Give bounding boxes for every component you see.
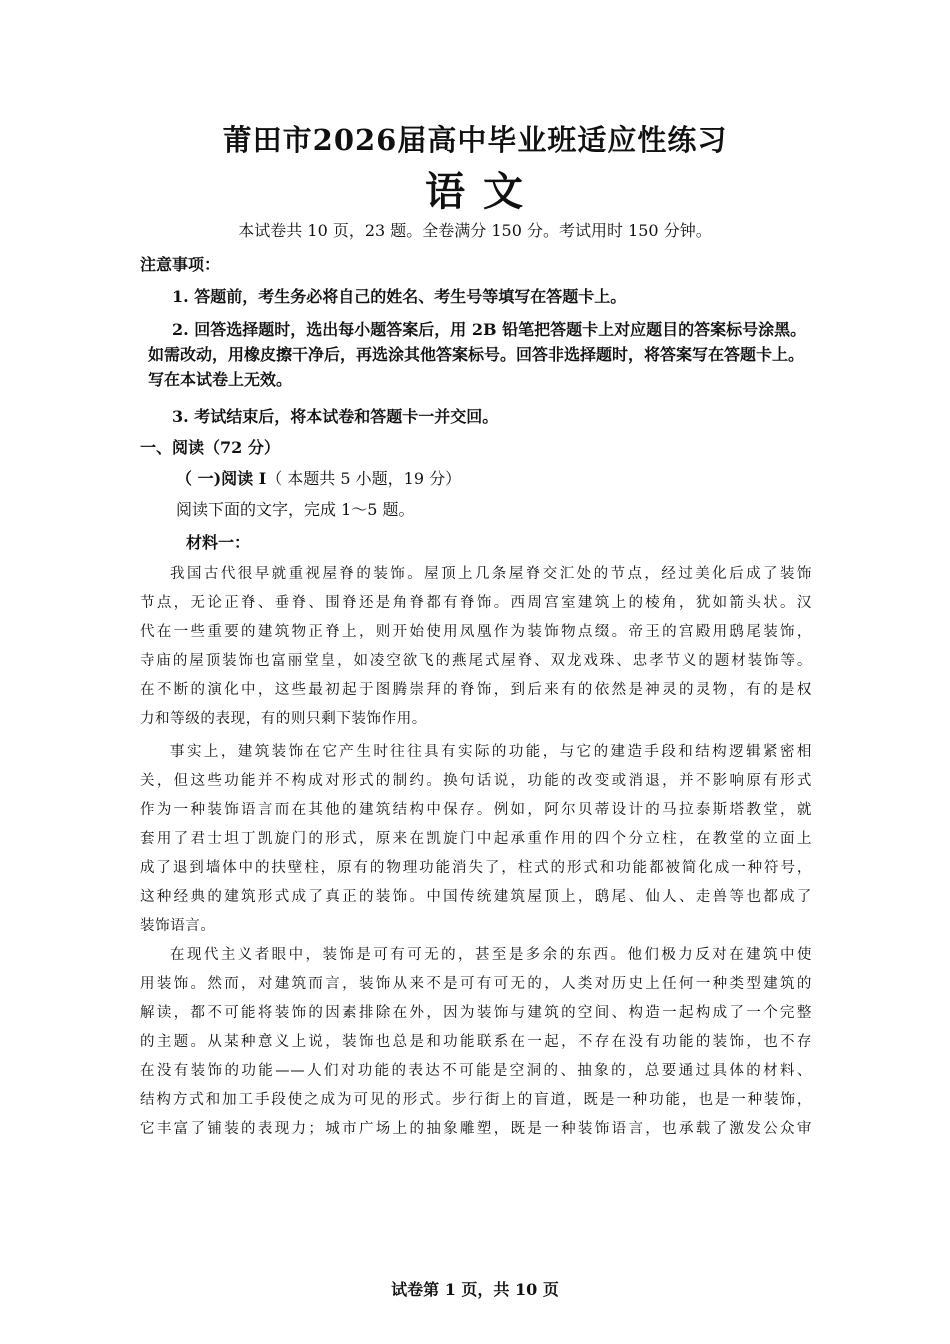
instruction-text: 阅读下面的文字，完成 1～5 题。 bbox=[176, 500, 415, 519]
passage-line: 关，但这些功能并不构成对形式的制约。换句话说，功能的改变或消退，并不影响原有形式 bbox=[140, 773, 812, 789]
passage-line: 它丰富了铺装的表现力；城市广场上的抽象雕塑，既是一种装饰语言，也承载了激发公众审 bbox=[140, 1121, 812, 1137]
subsection-name: （ 一)阅读 I bbox=[176, 469, 267, 488]
passage-line: 我国古代很早就重视屋脊的装饰。屋顶上几条屋脊交汇处的节点，经过美化后成了装饰 bbox=[170, 566, 812, 582]
exam-info: 本试卷共 10 页，23 题。全卷满分 150 分。考试用时 150 分钟。 bbox=[238, 221, 712, 240]
passage-line: 的主题。从某种意义上说，装饰也总是和功能联系在一起，不存在没有功能的装饰，也不存 bbox=[140, 1034, 812, 1050]
page-footer: 试卷第 1 页，共 10 页 bbox=[391, 1280, 559, 1299]
notice-item-2-line: 2. 回答选择题时，选出每小题答案后，用 2B 铅笔把答题卡上对应题目的答案标号涂黑。 bbox=[172, 320, 807, 339]
passage-paragraph-3 bbox=[140, 941, 812, 1144]
notice-item-3: 3. 考试结束后，将本试卷和答题卡一并交回。 bbox=[172, 407, 499, 426]
passage-line: 套用了君士坦丁凯旋门的形式，原来在凯旋门中起承重作用的四个分立柱，在教堂的立面上 bbox=[140, 831, 812, 847]
passage-paragraph-2 bbox=[140, 738, 812, 941]
section-title: 一、阅读（72 分） bbox=[140, 438, 280, 457]
passage-line: 作为一种装饰语言而在其他的建筑结构中保存。例如，阿尔贝蒂设计的马拉泰斯塔教堂，就 bbox=[140, 802, 812, 818]
passage-line: 代在一些重要的建筑物正脊上，则开始使用凤凰作为装饰物点缀。帝王的宫殿用鸱尾装饰， bbox=[140, 624, 812, 640]
passage-line: 节点，无论正脊、垂脊、围脊还是角脊都有脊饰。西周宫室建筑上的棱角，犹如箭头状。汉 bbox=[140, 595, 812, 611]
subject-title: 语 文 bbox=[425, 168, 525, 215]
exam-title: 莆田市2026届高中毕业班适应性练习 bbox=[222, 123, 728, 157]
passage-line: 在现代主义者眼中，装饰是可有可无的，甚至是多余的东西。他们极力反对在建筑中使 bbox=[170, 947, 812, 963]
passage-line: 解读，都不可能将装饰的因素排除在外，因为装饰与建筑的空间、构造一起构成了一个完整 bbox=[140, 1005, 812, 1021]
passage-line: 装饰语言。 bbox=[140, 918, 216, 934]
notice-heading: 注意事项： bbox=[140, 255, 221, 274]
material-label: 材料一： bbox=[186, 533, 251, 552]
passage-line: 寺庙的屋顶装饰也富丽堂皇，如凌空欲飞的燕尾式屋脊、双龙戏珠、忠孝节义的题材装饰等。 bbox=[140, 653, 812, 669]
passage-line: 事实上，建筑装饰在它产生时往往具有实际的功能，与它的建造手段和结构逻辑紧密相 bbox=[170, 744, 812, 760]
passage-line: 用装饰。然而，对建筑而言，装饰从来不是可有可无的，人类对历史上任何一种类型建筑的 bbox=[140, 976, 812, 992]
passage-line: 结构方式和加工手段使之成为可见的形式。步行街上的盲道，既是一种功能，也是一种装饰， bbox=[140, 1092, 812, 1108]
passage-line: 在不断的演化中，这些最初起于图腾崇拜的脊饰，到后来有的依然是神灵的灵物，有的是权 bbox=[140, 682, 812, 698]
notice-item-2-line: 如需改动，用橡皮擦干净后，再选涂其他答案标号。回答非选择题时，将答案写在答题卡上。 bbox=[148, 345, 805, 364]
notice-item-1: 1. 答题前，考生务必将自己的姓名、考生号等填写在答题卡上。 bbox=[172, 287, 627, 306]
passage-line: 力和等级的表现，有的则只剩下装饰作用。 bbox=[140, 711, 427, 727]
subsection-title bbox=[176, 466, 461, 489]
passage-paragraph-1 bbox=[140, 560, 812, 734]
passage-line: 成了退到墙体中的扶壁柱，原有的物理功能消失了，柱式的形式和功能都被简化成一种符号， bbox=[140, 860, 812, 876]
notice-item-2 bbox=[148, 317, 828, 392]
passage-line: 这种经典的建筑形式成了真正的装饰。中国传统建筑屋顶上，鸱尾、仙人、走兽等也都成了 bbox=[140, 889, 812, 905]
notice-item-2-line: 写在本试卷上无效。 bbox=[148, 370, 293, 389]
passage-line: 在没有装饰的功能——人们对功能的表达不可能是空洞的、抽象的，总要通过具体的材料、 bbox=[140, 1063, 812, 1079]
subsection-detail: （ 本题共 5 小题，19 分） bbox=[266, 469, 462, 488]
